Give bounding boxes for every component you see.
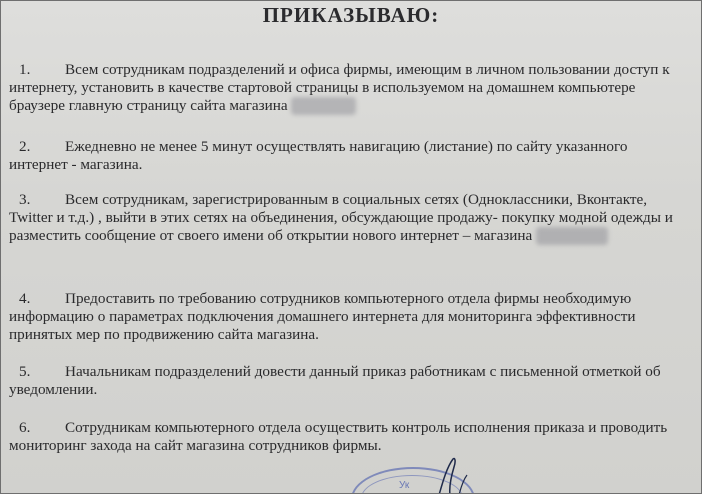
document-sheet <box>9 1 693 493</box>
stamp-text: Ук <box>399 480 410 491</box>
item-text: Начальникам подразделений довести данный приказ работникам с письменной отметкой об уведомлении. <box>9 363 661 398</box>
item-text: Ежедневно не менее 5 минут осуществлять навигацию (листание) по сайту указанного интернет - магазина. <box>9 138 628 173</box>
redacted-site-name <box>291 97 356 115</box>
item-number: 5. <box>19 363 31 380</box>
redacted-site-name <box>536 227 608 245</box>
item-number: 1. <box>19 61 31 78</box>
item-text: Предоставить по требованию сотрудников компьютерного отдела фирмы необходимую информацию о параметрах подключения домашнего интернета для мониторинга эффективности принятых мер по продвижению сайта магазина. <box>9 290 636 343</box>
item-number: 3. <box>19 191 31 208</box>
item-text: Всем сотрудникам, зарегистрированным в социальных сетях (Одноклассники, Вконтакте, Twitter и т.д.) , выйти в этих сетях на объединения, обсуждающие продажу- покупку модной одежды и разместить сообщение от своего имени об открытии нового интернет – магазина <box>9 191 673 244</box>
item-text-wrap <box>9 191 689 245</box>
signature-mark <box>409 453 499 494</box>
item-number: 6. <box>19 419 31 436</box>
document-title: ПРИКАЗЫВАЮ: <box>262 3 440 27</box>
item-number: 2. <box>19 138 31 155</box>
item-text-wrap <box>9 61 689 115</box>
item-text: Сотрудникам компьютерного отдела осуществить контроль исполнения приказа и проводить мониторинг захода на сайт магазина сотрудников фирмы. <box>9 419 668 454</box>
item-text: Всем сотрудникам подразделений и офиса фирмы, имеющим в личном пользовании доступ к интернету, установить в качестве стартовой страницы в используемом на домашнем компьютере браузере главную страницу сайта магазина <box>9 61 670 114</box>
item-number: 4. <box>19 290 31 307</box>
